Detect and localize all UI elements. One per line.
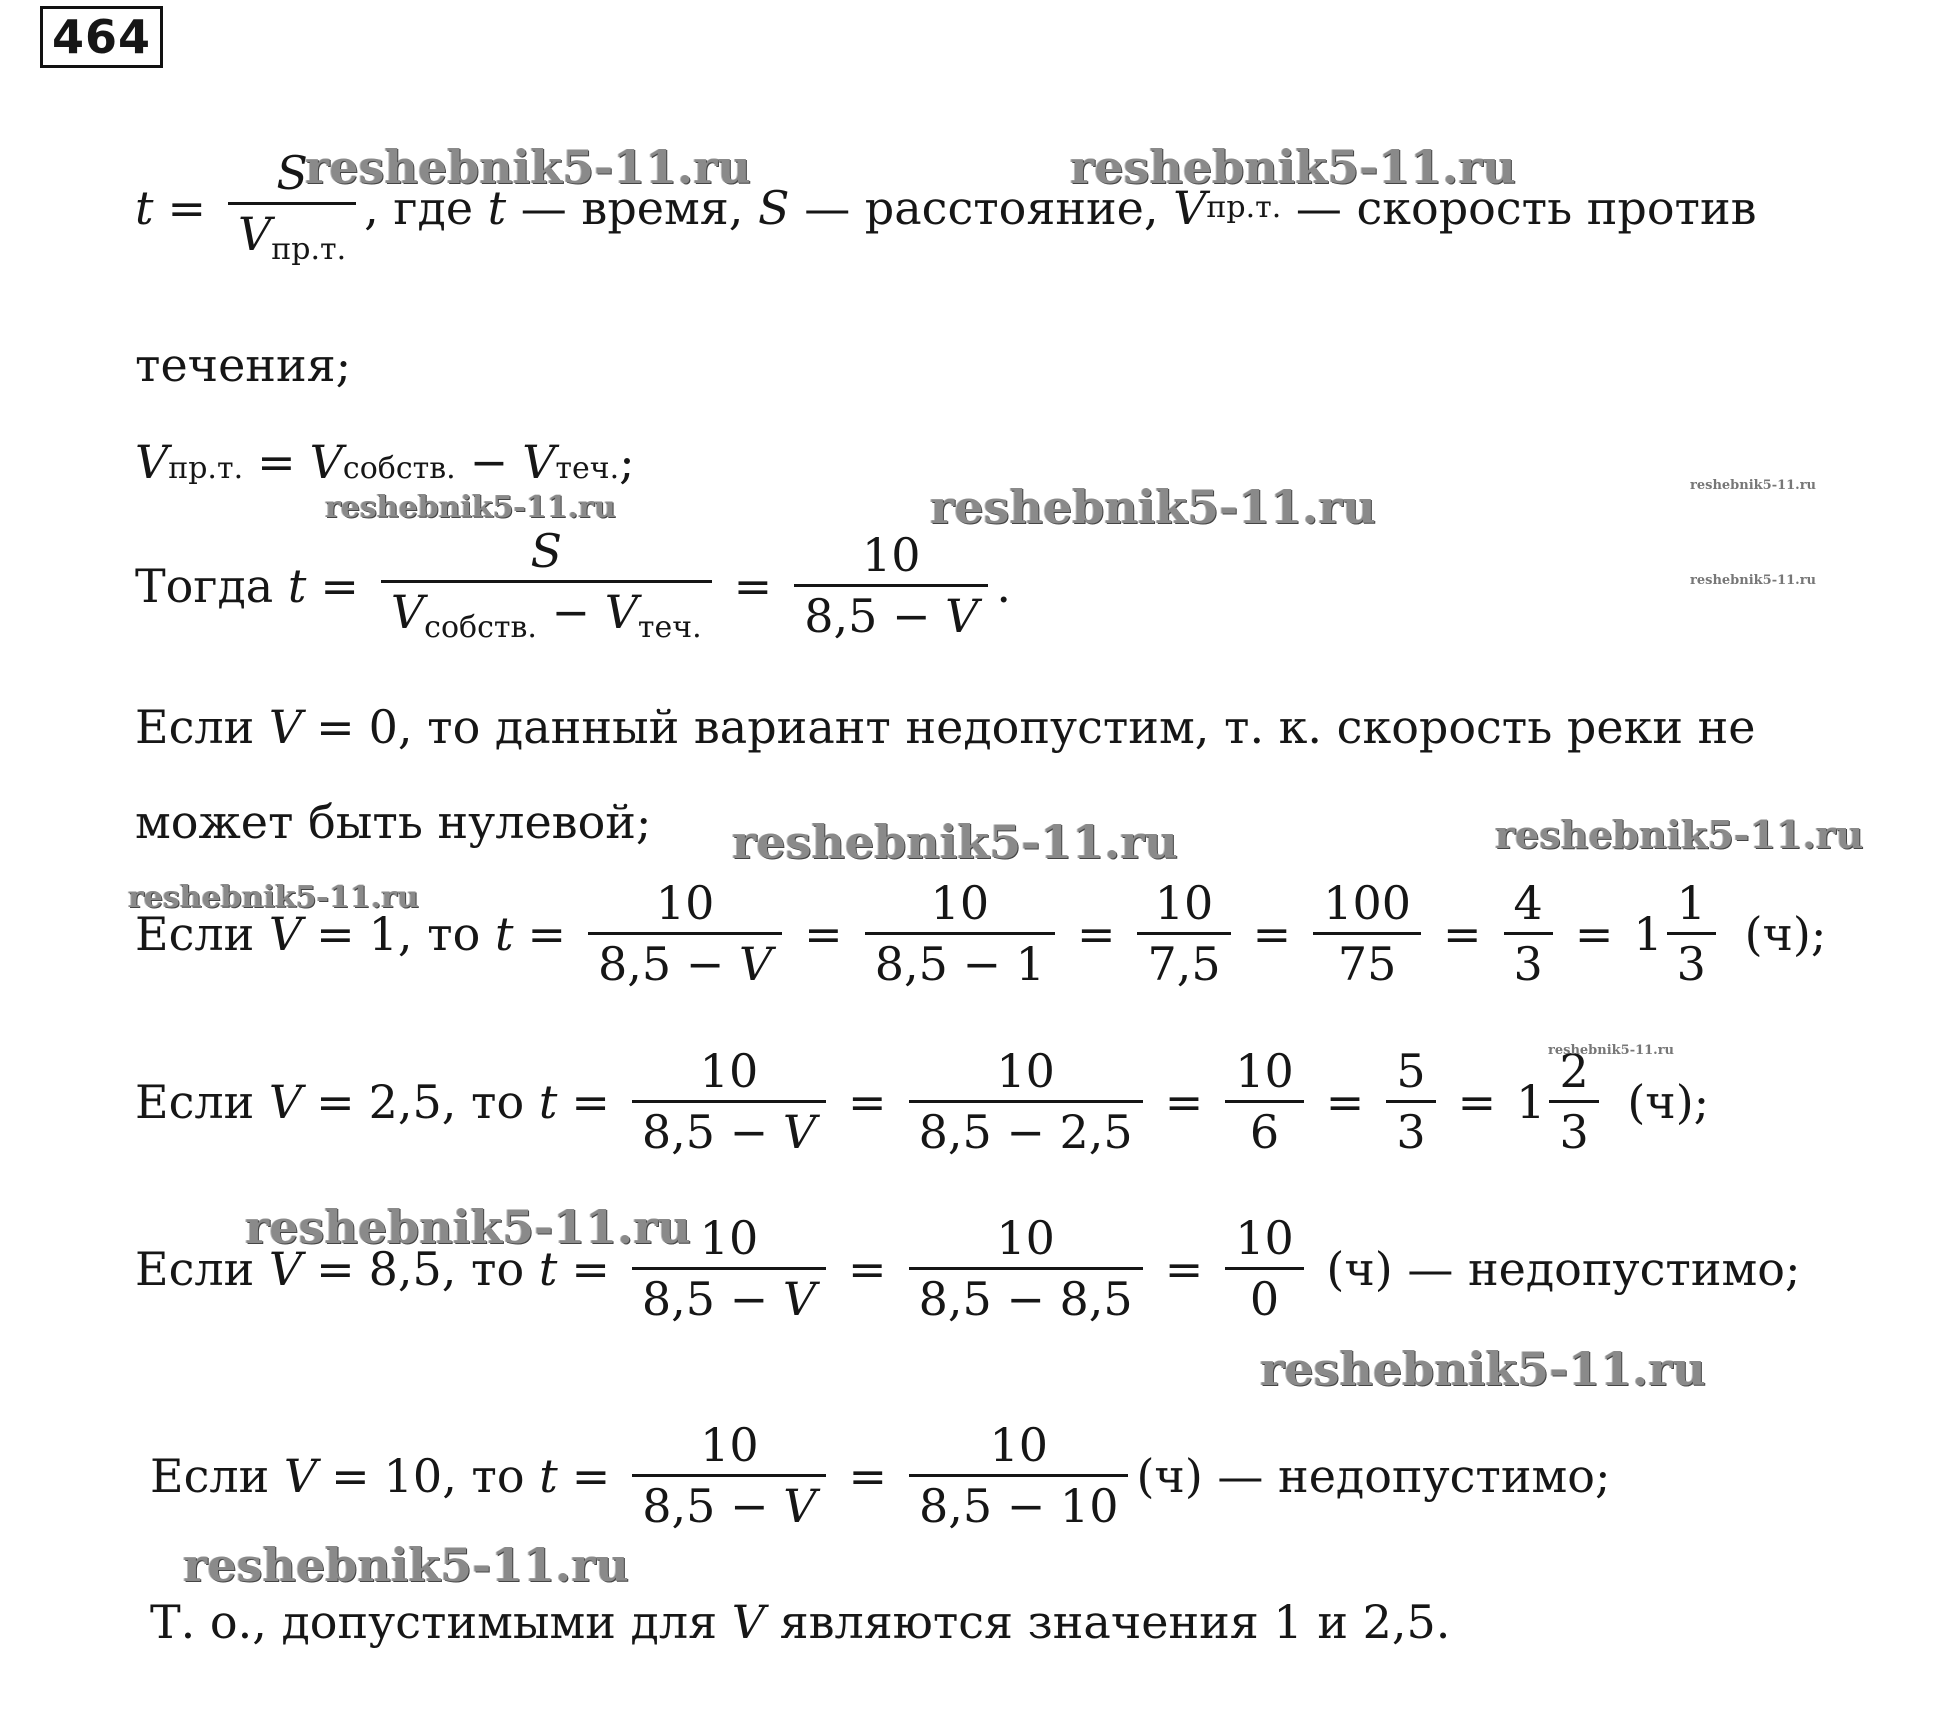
denominator: 8,5 − 2,5 [909, 1100, 1143, 1155]
numerator: 4 [1513, 876, 1543, 930]
text-if: Если [135, 906, 255, 961]
var-v: V [283, 1448, 318, 1503]
equals-sign: = [1574, 906, 1614, 961]
fraction [588, 876, 782, 991]
denominator: 75 [1313, 932, 1421, 987]
var-t: t [487, 180, 507, 235]
text-if: Если [135, 700, 255, 754]
fraction [909, 1418, 1128, 1533]
fraction-10-over-general [794, 528, 988, 643]
var-t: t [538, 1074, 558, 1129]
equals-sign: = [1325, 1074, 1365, 1129]
fraction [632, 1044, 826, 1159]
denominator [632, 1100, 826, 1159]
numerator: 10 [700, 1418, 759, 1472]
subscript: теч. [555, 451, 620, 486]
watermark-text: reshebnik5-11.ru [1690, 478, 1817, 493]
watermark-text: reshebnik5-11.ru [128, 880, 419, 915]
whole-part: 1 [1516, 1074, 1546, 1129]
var-v: V [268, 1074, 303, 1129]
denominator: 3 [1549, 1100, 1598, 1155]
formula-line-then [135, 524, 1012, 645]
numerator-s: S [530, 524, 563, 578]
case-v0-line-2 [135, 795, 651, 849]
subscript: пр.т. [168, 451, 244, 486]
case-v0-line-1 [135, 700, 1755, 754]
equals-sign: = [316, 1241, 355, 1296]
whole-part: 1 [1633, 906, 1663, 961]
var-v: V [238, 207, 272, 261]
fraction [909, 1211, 1143, 1326]
text-if: Если [150, 1448, 270, 1503]
text-then: , то [442, 1448, 525, 1503]
case-v25 [135, 1044, 1710, 1159]
equals-sign: = [1164, 1074, 1204, 1129]
equals-sign: = [1164, 1241, 1204, 1296]
problem-number: 464 [40, 6, 163, 68]
denominator [632, 1267, 826, 1326]
var-v: V [782, 1272, 817, 1326]
numerator-s: S [276, 146, 308, 200]
fraction [1667, 876, 1716, 991]
watermark-text: reshebnik5-11.ru [930, 480, 1376, 534]
fraction [1313, 876, 1421, 991]
text-distance: — расстояние, [804, 180, 1159, 235]
equals-sign: = [167, 180, 207, 235]
text-then: , то [441, 1074, 525, 1129]
text-then: , то [397, 906, 481, 961]
conclusion-line [150, 1595, 1450, 1649]
fraction [909, 1044, 1143, 1159]
text-time: — время, [520, 180, 744, 235]
denominator: 3 [1504, 932, 1553, 987]
numerator: 10 [996, 1211, 1055, 1265]
equals-sign: = [848, 1074, 887, 1129]
var-t: t [538, 1241, 558, 1296]
numerator: 10 [996, 1044, 1055, 1098]
value-1: 1 [368, 906, 398, 961]
formula-line-3 [135, 435, 635, 489]
var-v: V [731, 1595, 765, 1649]
var-v: V [782, 1105, 817, 1159]
subscript: собств. [342, 451, 456, 486]
unit-hours: (ч) [1744, 906, 1811, 961]
var-t: t [539, 1448, 558, 1503]
text-v0-explanation-2: может быть нулевой; [135, 795, 652, 849]
equals-sign: = [848, 1241, 887, 1296]
denominator-text: 8,5 − [641, 1105, 769, 1159]
subscript: теч. [637, 610, 702, 645]
watermark-text: reshebnik5-11.ru [1690, 573, 1817, 588]
denominator-diff [381, 580, 712, 643]
numerator: 1 [1676, 876, 1706, 930]
numerator: 10 [930, 876, 990, 930]
equals-sign: = [848, 1448, 887, 1503]
var-v: V [135, 435, 169, 489]
watermark-text: reshebnik5-11.ru [732, 815, 1178, 869]
numerator: 5 [1396, 1044, 1426, 1098]
denominator: 7,5 [1137, 932, 1230, 987]
numerator: 10 [699, 1211, 759, 1265]
equals-sign: = [527, 906, 566, 961]
value-8-5: 8,5 [368, 1241, 442, 1296]
equals-sign: = [1443, 906, 1482, 961]
unit-hours: (ч) [1627, 1074, 1694, 1129]
subscript: собств. [424, 610, 537, 645]
conclusion-text-1: Т. о., допустимыми для [150, 1595, 718, 1649]
denominator [632, 1474, 826, 1533]
equals-sign: = [571, 1241, 610, 1296]
fraction [1549, 1044, 1598, 1159]
unit-hours: (ч) [1136, 1448, 1203, 1503]
value-10: 10 [383, 1448, 443, 1503]
equals-sign: = [316, 1074, 355, 1129]
var-v: V [522, 435, 556, 489]
text-not-allowed: — недопустимо; [1407, 1241, 1801, 1296]
text-speed-against: — скорость против [1295, 180, 1757, 235]
numerator: 10 [1235, 1211, 1294, 1265]
text-not-allowed: — недопустимо; [1217, 1448, 1611, 1503]
text-current: течения; [135, 338, 352, 392]
numerator: 10 [699, 1044, 759, 1098]
text-if: Если [135, 1241, 255, 1296]
denominator-general [794, 584, 988, 643]
watermark-text: reshebnik5-11.ru [183, 1538, 629, 1592]
numerator: 2 [1559, 1044, 1589, 1098]
fraction [1225, 1044, 1304, 1159]
var-v: V [309, 435, 343, 489]
equals-sign: = [331, 1448, 370, 1503]
denominator: 6 [1225, 1100, 1304, 1155]
denominator: 8,5 − 1 [865, 932, 1055, 987]
denominator: 3 [1386, 1100, 1435, 1155]
text-v0-explanation: , то данный вариант недопустим, т. к. скорость реки не [397, 700, 1756, 754]
denominator: 8,5 − 10 [909, 1474, 1128, 1529]
numerator: 10 [989, 1418, 1048, 1472]
denominator-text: 8,5 − [804, 589, 931, 643]
denominator: 8,5 − 8,5 [909, 1267, 1143, 1322]
var-v: V [945, 589, 979, 643]
numerator: 100 [1323, 876, 1411, 930]
var-v: V [268, 906, 303, 961]
numerator: 10 [1154, 876, 1214, 930]
fraction-s-over-diff [381, 524, 712, 645]
numerator: 10 [1235, 1044, 1294, 1098]
mixed-number [1516, 1044, 1607, 1159]
equals-sign: = [1252, 906, 1292, 961]
denominator: 3 [1667, 932, 1716, 987]
case-v10 [150, 1418, 1611, 1533]
text-then: , то [441, 1241, 525, 1296]
watermark-text: reshebnik5-11.ru [1070, 140, 1516, 194]
subscript: пр.т. [271, 232, 347, 267]
watermark-text: reshebnik5-11.ru [1548, 1043, 1675, 1058]
mixed-number [1633, 876, 1724, 991]
watermark-text: reshebnik5-11.ru [245, 1200, 691, 1254]
equals-sign: = [320, 558, 359, 613]
var-s: S [758, 180, 790, 235]
fraction [1225, 1211, 1304, 1326]
minus-sign: − [551, 585, 591, 639]
equals-sign: = [733, 558, 773, 613]
denominator-text: 8,5 − [597, 937, 725, 991]
fraction [1137, 876, 1230, 991]
var-t: t [287, 558, 307, 613]
denominator [588, 932, 782, 991]
period: . [996, 558, 1012, 613]
equals-sign: = [257, 435, 296, 489]
var-v: V [268, 700, 303, 754]
conclusion-text-2: являются значения 1 и 2,5. [779, 1595, 1451, 1649]
fraction [632, 1418, 826, 1533]
denominator-text: 8,5 − [642, 1479, 769, 1533]
var-v: V [268, 1241, 303, 1296]
var-v: V [390, 585, 425, 639]
var-v: V [738, 937, 773, 991]
var-v: V [783, 1479, 817, 1533]
text-if: Если [135, 1074, 255, 1129]
semicolon: ; [619, 435, 635, 489]
equals-sign: = [1457, 1074, 1497, 1129]
text-where: , где [364, 180, 474, 235]
var-v: V [1173, 180, 1207, 235]
denominator-v [228, 202, 356, 265]
subscript: пр.т. [1206, 190, 1282, 225]
fraction [1504, 876, 1553, 991]
watermark-text: reshebnik5-11.ru [1260, 1342, 1706, 1396]
equals-sign: = [804, 906, 843, 961]
equals-sign: = [1076, 906, 1116, 961]
denominator: 0 [1225, 1267, 1304, 1322]
numerator-10: 10 [862, 528, 921, 582]
watermark-text: reshebnik5-11.ru [305, 140, 751, 194]
fraction [1386, 1044, 1435, 1159]
semicolon: ; [1693, 1074, 1710, 1129]
equals-sign: = [316, 906, 355, 961]
value-0: 0 [368, 700, 398, 754]
numerator: 10 [655, 876, 715, 930]
var-v: V [604, 585, 638, 639]
value-2-5: 2,5 [368, 1074, 442, 1129]
equals-sign: = [316, 700, 355, 754]
text-line-current [135, 338, 351, 392]
watermark-text: reshebnik5-11.ru [1495, 812, 1864, 857]
text-then: Тогда [135, 558, 274, 613]
semicolon: ; [1810, 906, 1827, 961]
equals-sign: = [571, 1074, 610, 1129]
var-t: t [494, 906, 514, 961]
watermark-text: reshebnik5-11.ru [325, 490, 616, 525]
denominator-text: 8,5 − [641, 1272, 769, 1326]
fraction [865, 876, 1055, 991]
equals-sign: = [571, 1448, 611, 1503]
var-t: t [135, 180, 154, 235]
unit-hours: (ч) [1326, 1241, 1393, 1296]
minus-sign: − [469, 435, 509, 489]
